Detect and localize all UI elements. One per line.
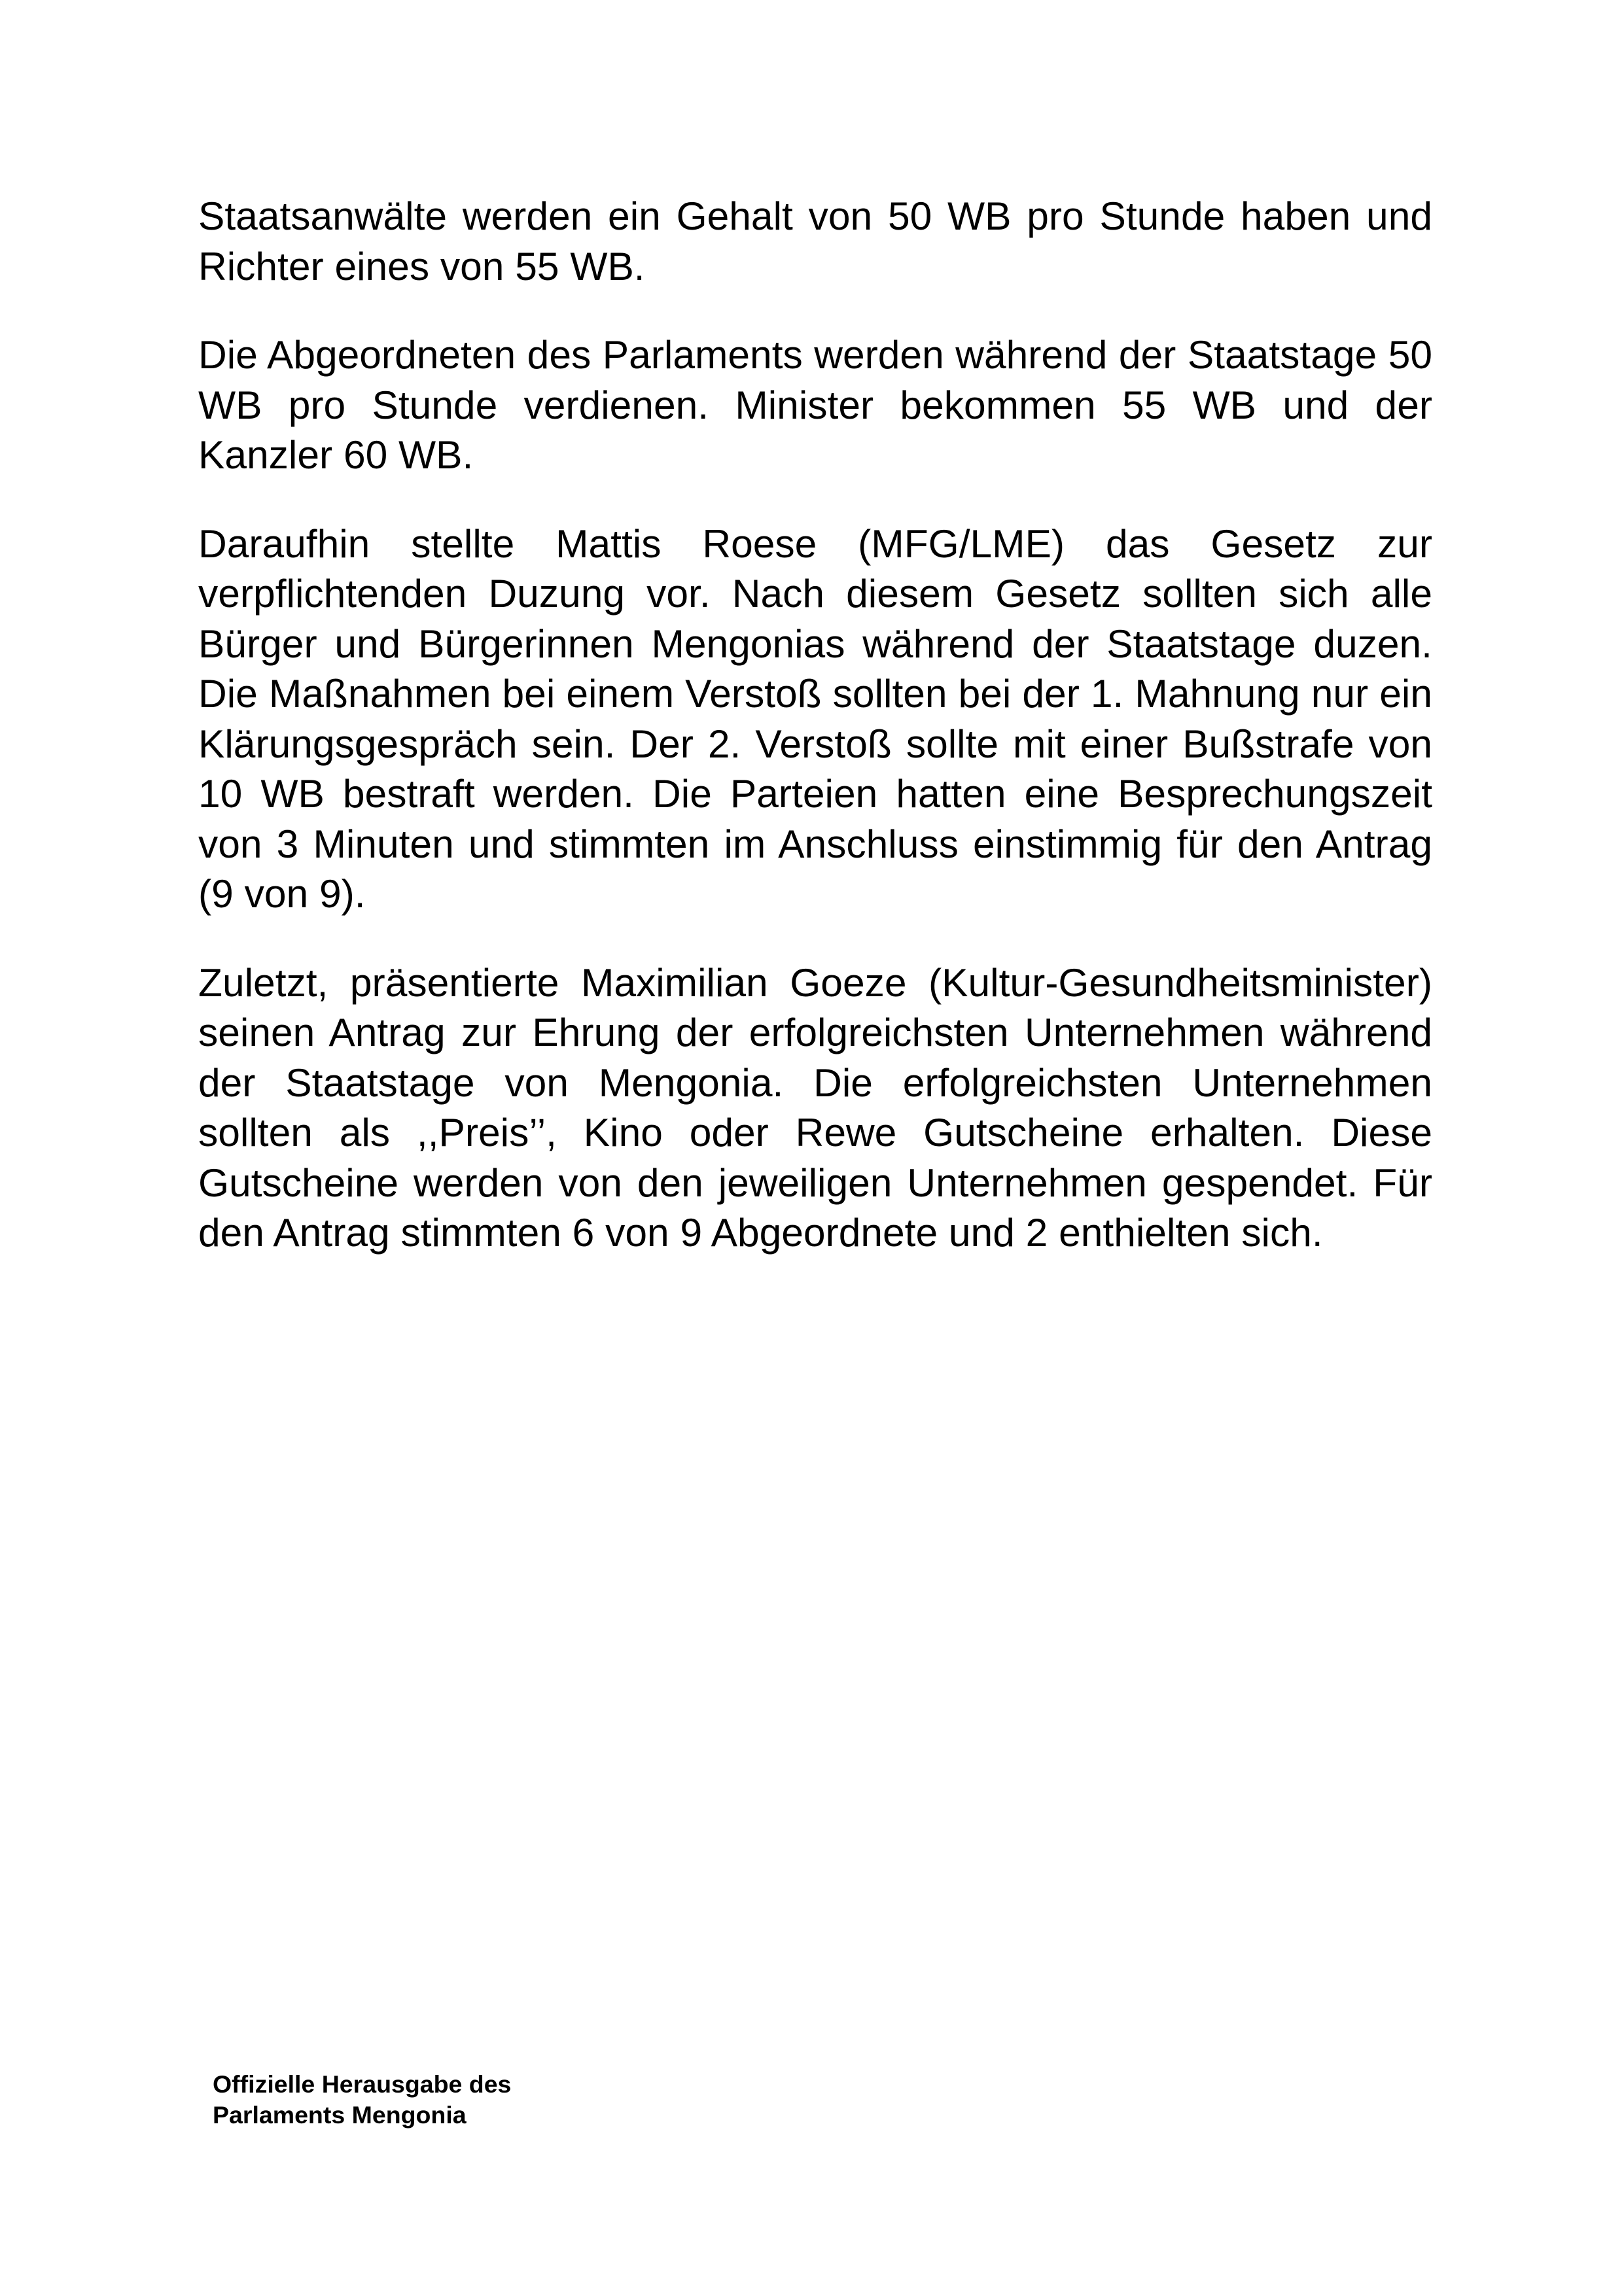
paragraph-salaries-judiciary: Staatsanwälte werden ein Gehalt von 50 WB pro Stunde haben und Richter eines von 55 WB. (198, 194, 1432, 288)
footer-line-2: Parlaments Mengonia (213, 2101, 467, 2129)
document-body (198, 191, 1432, 1296)
footer-publisher-note (213, 2069, 671, 2131)
footer-line-1: Offizielle Herausgabe des (213, 2070, 512, 2098)
paragraph-duzung-law: Daraufhin stellte Mattis Roese (MFG/LME) das Gesetz zur verpflichtenden Duzung vor. Nach diesem Gesetz sollten sich alle Bürger und Bürgerinnen Mengonias während der Staatstage duzen. Die Maßnahmen bei einem Verstoß sollten bei der 1. Mahnung nur ein Klärungsgespräch sein. Der 2. Verstoß sollte mit einer Bußstrafe von 10 WB bestraft werden. Die Parteien hatten eine Besprechungszeit von 3 Minuten und stimmten im Anschluss einstimmig für den Antrag (9 von 9). (198, 521, 1432, 916)
paragraph-company-award: Zuletzt, präsentierte Maximilian Goeze (Kultur-Gesundheitsminister) seinen Antrag zur Ehrung der erfolgreichsten Unternehmen während der Staatstage von Mengonia. Die erfolgreichsten Unternehmen sollten als ,,Preis’’, Kino oder Rewe Gutscheine erhalten. Diese Gutscheine werden von den jeweiligen Unternehmen gespendet. Für den Antrag stimmten 6 von 9 Abgeordnete und 2 enthielten sich. (198, 960, 1432, 1255)
paragraph-salaries-parliament: Die Abgeordneten des Parlaments werden während der Staatstage 50 WB pro Stunde verdienen. Minister bekommen 55 WB und der Kanzler 60 WB. (198, 332, 1432, 477)
